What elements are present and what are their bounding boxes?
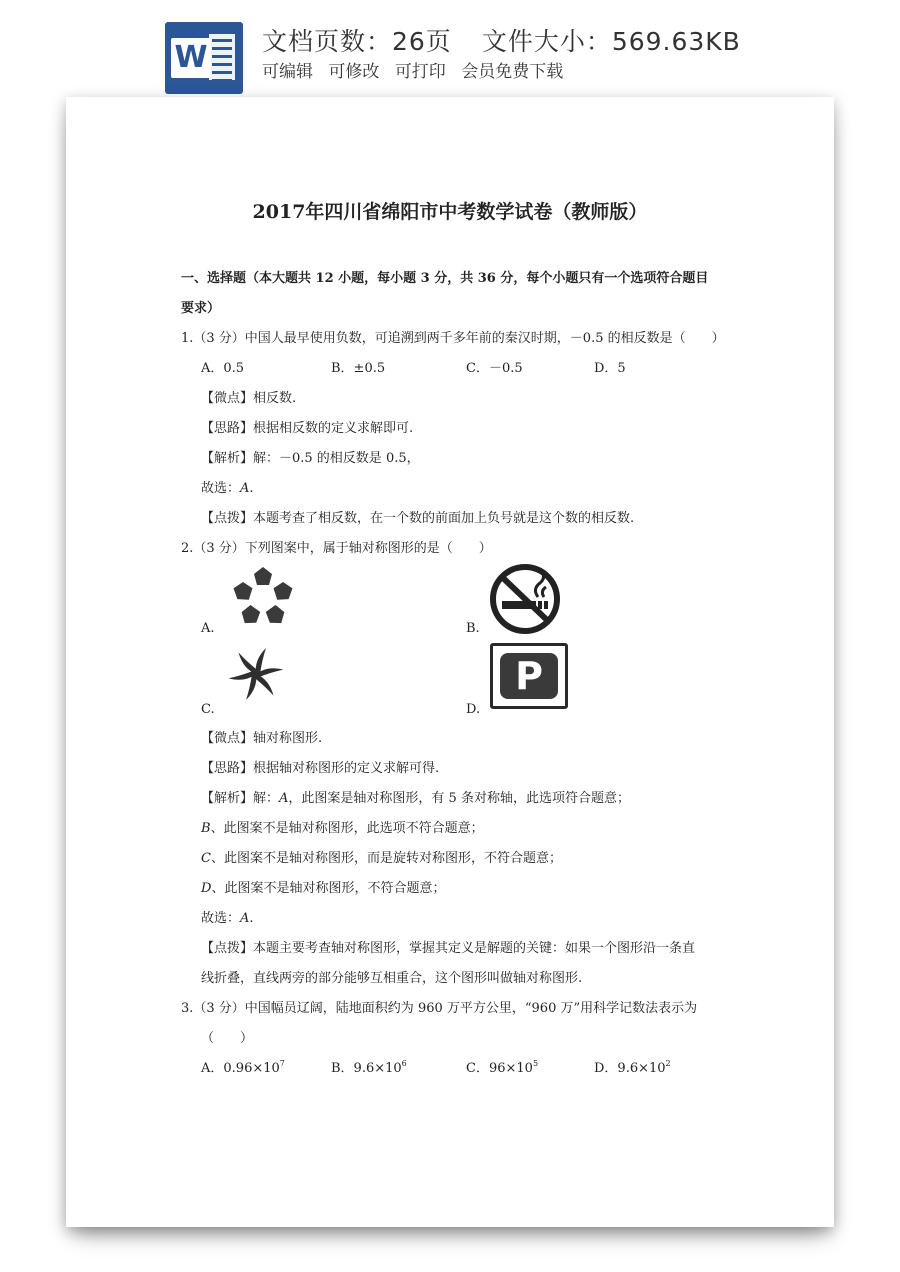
- q2-option-b-analysis: B、此图案不是轴对称图形，此选项不符合题意；: [201, 821, 484, 836]
- document-title: 2017年四川省绵阳市中考数学试卷（教师版）: [252, 201, 648, 223]
- q1-weidian: 【微点】相反数.: [201, 391, 297, 406]
- file-meta: [262, 22, 741, 58]
- q1-jiexi: 【解析】解：－0.5 的相反数是 0.5，: [201, 451, 420, 466]
- feature-modifiable: 可修改: [328, 62, 380, 82]
- no-smoking-icon: [486, 561, 564, 637]
- q1-option-d: D．5: [594, 361, 626, 376]
- q1-option-c: C．－0.5: [466, 361, 523, 376]
- q1-answer: 故选：A.: [201, 481, 254, 496]
- q1-silu: 【思路】根据相反数的定义求解即可.: [201, 421, 414, 436]
- q2-option-d-analysis: D、此图案不是轴对称图形，不符合题意；: [201, 881, 446, 896]
- q3-option-a: A．$0.96\times 10^7$: [201, 1059, 285, 1076]
- feature-editable: 可编辑: [262, 62, 313, 82]
- q3-option-c: C．$96\times 10^5$: [466, 1059, 539, 1076]
- q2-silu: 【思路】根据轴对称图形的定义求解可得.: [201, 761, 440, 776]
- q3-stem-line2: （ ）: [201, 1031, 254, 1046]
- section-heading-line2: 要求）: [181, 301, 221, 316]
- pinwheel-figure: [221, 641, 291, 707]
- file-size: 文件大小：569.63KB: [481, 27, 741, 56]
- page-count: 文档页数：26页: [262, 27, 452, 56]
- feature-free-download: 会员免费下载: [461, 62, 564, 82]
- q1-stem: 1.（3 分）中国人最早使用负数，可追溯到两千多年前的秦汉时期，－0.5 的相反数是（ ）: [181, 331, 725, 346]
- document-page: [66, 97, 834, 1227]
- q3-option-d: D．$9.6\times 10^2$: [594, 1059, 671, 1076]
- q1-option-b: B．±0.5: [331, 361, 386, 376]
- q1-option-a: A．0.5: [201, 361, 245, 376]
- q2-dianbo-line2: 线折叠，直线两旁的部分能够互相重合，这个图形叫做轴对称图形.: [201, 971, 583, 986]
- q1-dianbo: 【点拨】本题考查了相反数，在一个数的前面加上负号就是这个数的相反数.: [201, 511, 635, 526]
- q2-stem: 2.（3 分）下列图案中，属于轴对称图形的是（ ）: [181, 541, 492, 556]
- q2-label-d: D.: [466, 702, 481, 717]
- word-file-icon: [165, 22, 243, 94]
- section-heading-line1: 一、选择题（本大题共 12 小题，每小题 3 分，共 36 分，每个小题只有一个选项符合题目: [181, 271, 709, 286]
- parking-sign-figure: [490, 643, 568, 709]
- q2-dianbo-line1: 【点拨】本题主要考查轴对称图形，掌握其定义是解题的关键：如果一个图形沿一条直: [201, 941, 696, 956]
- q2-label-b: B.: [466, 621, 480, 636]
- pentagon-flower-figure: [224, 559, 302, 635]
- q2-label-a: A.: [201, 621, 215, 636]
- q2-option-c-analysis: C、此图案不是轴对称图形，而是旋转对称图形，不符合题意；: [201, 851, 562, 866]
- q2-jiexi: 【解析】解：A，此图案是轴对称图形，有 5 条对称轴，此选项符合题意；: [201, 791, 630, 806]
- parking-letter: P: [515, 654, 543, 698]
- q2-weidian: 【微点】轴对称图形.: [201, 731, 323, 746]
- q2-label-c: C.: [201, 702, 215, 717]
- q3-option-b: B．$9.6\times 10^6$: [331, 1059, 407, 1076]
- feature-list: [262, 57, 573, 82]
- feature-printable: 可打印: [394, 62, 446, 82]
- parking-sign-plate: [500, 653, 558, 699]
- word-logo-letter: W: [171, 38, 211, 78]
- q2-answer: 故选：A.: [201, 911, 254, 926]
- q3-stem-line1: 3.（3 分）中国幅员辽阔，陆地面积约为 960 万平方公里，“960 万”用科学记数法表示为: [181, 1001, 698, 1016]
